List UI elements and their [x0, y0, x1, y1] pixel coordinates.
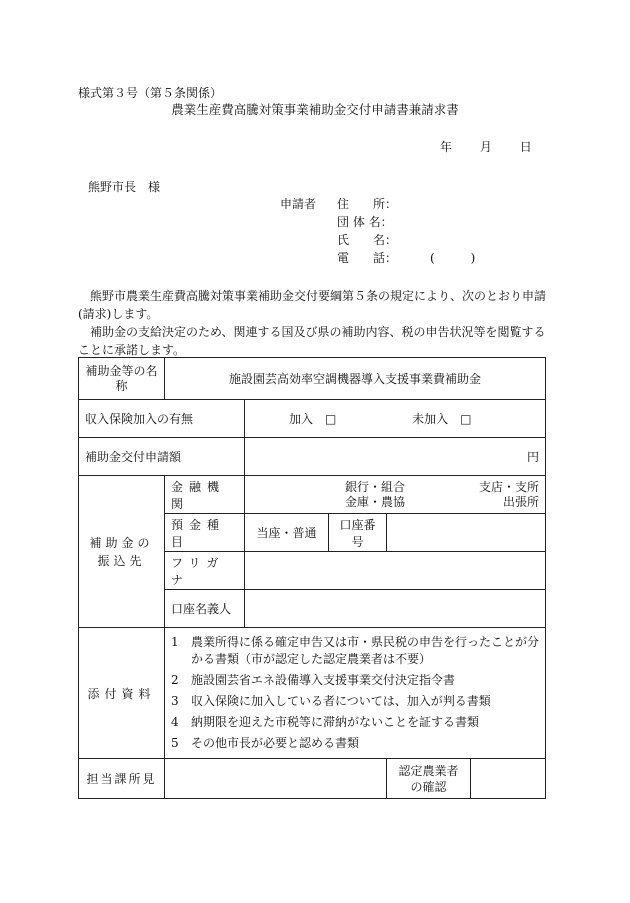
bank-types-2: 金庫・農協 [345, 494, 406, 509]
amount-unit: 円 [245, 438, 546, 476]
attachment-item: 1 農業所得に係る確定申告又は市・県民税の申告を行ったことが分かる書類（市が認定した認定農業者は不要） [171, 635, 540, 666]
certified-farmer-label: 認定農業者 の確認 [387, 759, 471, 799]
consent-paragraph: 補助金の支給決定のため、関連する国及び県の補助内容、税の申告状況等を閲覧することに承諾します。 [78, 325, 546, 357]
account-number-field[interactable] [387, 514, 546, 552]
attachment-item: 3 収入保険に加入している者については、加入が判る書類 [171, 694, 491, 708]
amount-label: 補助金交付申請額 [79, 438, 245, 476]
bank-field[interactable] [245, 476, 546, 514]
date-year-label: 年 [440, 140, 453, 154]
insurance-joined-checkbox[interactable]: 加入 □ [289, 412, 337, 426]
organization-label: 団 体 名： [337, 215, 393, 229]
phone-label: 電 話： [337, 251, 398, 265]
address-label: 住 所： [337, 197, 398, 211]
phone-parens: ( ) [430, 251, 476, 265]
insurance-not-joined-checkbox[interactable]: 未加入 □ [412, 412, 472, 426]
branch-types-1: 支店・支所 [479, 479, 540, 494]
attachments-label: 添付資料 [79, 628, 165, 759]
account-number-label: 口座番号 [329, 514, 387, 552]
department-opinion-label: 担当課所見 [79, 759, 165, 799]
applicant-label: 申請者 [280, 197, 317, 211]
department-opinion-field[interactable] [165, 759, 387, 799]
deposit-label: 預金種目 [165, 514, 245, 552]
subsidy-name-value: 施設園芸高効率空調機器導入支援事業費補助金 [165, 358, 546, 400]
form-number: 様式第３号（第５条関係） [78, 86, 223, 100]
addressee: 熊野市長 様 [88, 180, 161, 194]
insurance-options [245, 400, 546, 438]
furigana-label: フリガナ [165, 552, 245, 590]
account-holder-field[interactable] [245, 590, 546, 628]
certified-farmer-field[interactable] [471, 759, 546, 799]
insurance-label: 収入保険加入の有無 [79, 400, 245, 438]
bank-label: 金融機関 [165, 476, 245, 514]
name-label: 氏 名： [337, 233, 398, 247]
account-holder-label: 口座名義人 [165, 590, 245, 628]
subsidy-name-label: 補助金等の名称 [79, 358, 165, 400]
furigana-field[interactable] [245, 552, 546, 590]
date-line [440, 138, 532, 155]
deposit-types[interactable]: 当座・普通 [245, 514, 329, 552]
bank-types-1: 銀行・組合 [345, 479, 406, 494]
attachments-list [165, 628, 546, 759]
branch-types-2: 出張所 [503, 494, 540, 509]
application-table [78, 357, 546, 799]
transfer-label: 補助金の振込先 [79, 476, 165, 628]
page-title: 農業生産費高騰対策事業補助金交付申請書兼請求書 [171, 102, 459, 117]
attachment-item: 2 施設園芸省エネ設備導入支援事業交付決定指令書 [171, 673, 456, 687]
attachment-item: 5 その他市長が必要と認める書類 [171, 736, 360, 750]
date-day-label: 日 [519, 140, 532, 154]
application-paragraph: 熊野市農業生産費高騰対策事業補助金交付要綱第５条の規定により、次のとおり申請(請求)します。 [78, 289, 547, 321]
date-month-label: 月 [479, 140, 492, 154]
attachment-item: 4 納期限を迎えた市税等に滞納がないことを証する書類 [171, 715, 480, 729]
